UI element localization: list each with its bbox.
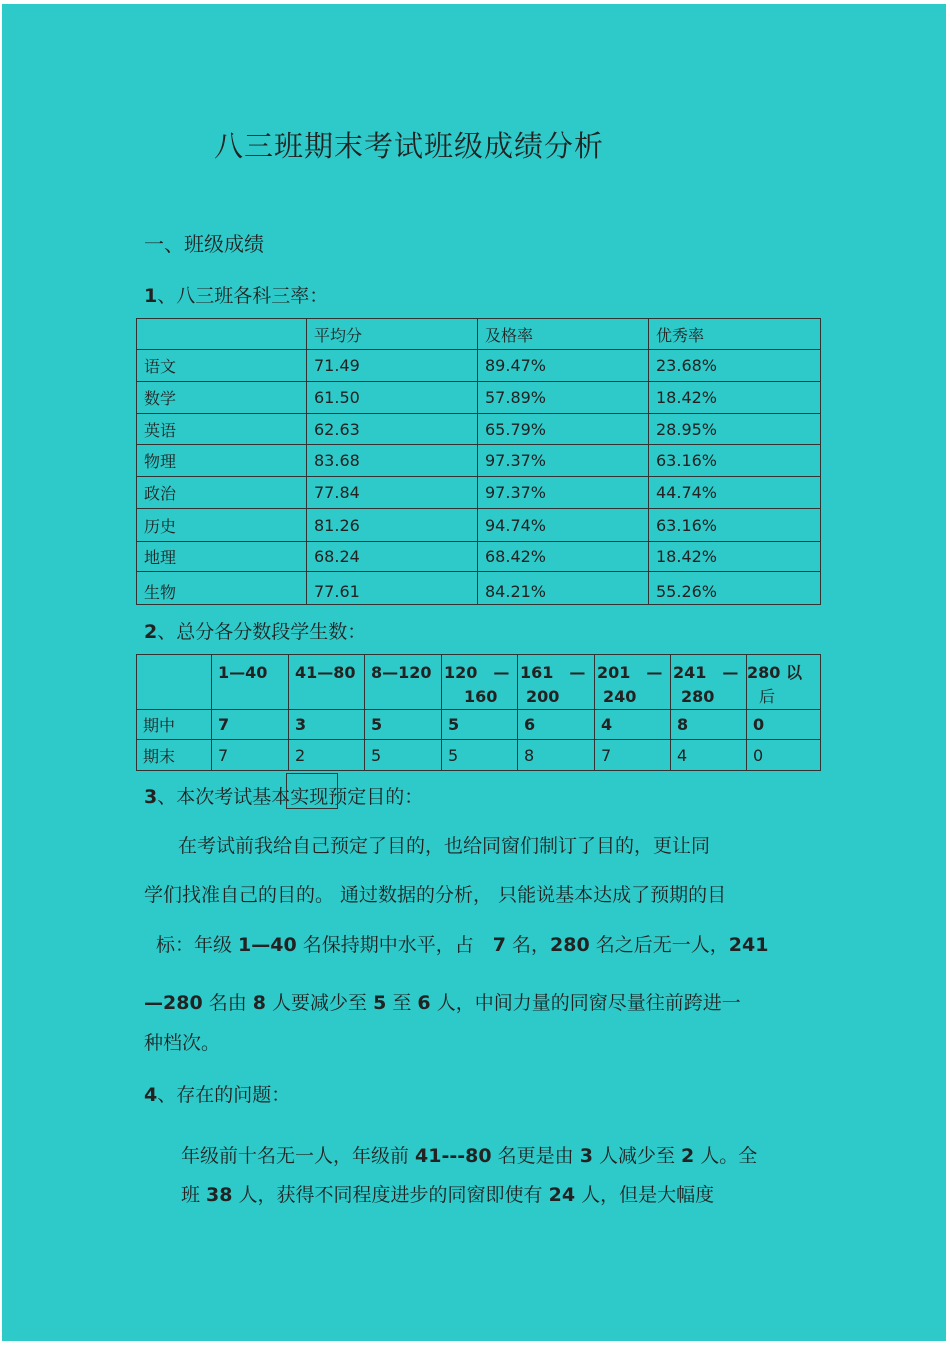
table-cell: 18.42%	[649, 382, 821, 414]
table-row	[137, 477, 821, 509]
table-cell: 89.47%	[478, 350, 649, 382]
table-cell: 4	[595, 710, 671, 740]
table-row	[137, 542, 821, 572]
table-header-cell: 161 — 200	[518, 655, 595, 710]
table-cell: 4	[671, 740, 747, 771]
table-cell: 8	[518, 740, 595, 771]
table-cell: 97.37%	[478, 445, 649, 477]
table-cell: 62.63	[307, 414, 478, 445]
table-cell: 97.37%	[478, 477, 649, 509]
table-row	[137, 509, 821, 542]
table-cell: 77.84	[307, 477, 478, 509]
table-header-cell: 8—120	[365, 655, 442, 710]
subject-rates-table	[136, 318, 821, 605]
table-cell: 23.68%	[649, 350, 821, 382]
table-header-cell	[137, 655, 212, 710]
table-cell: 44.74%	[649, 477, 821, 509]
table-cell: 0	[747, 740, 821, 771]
table-cell: 55.26%	[649, 572, 821, 605]
table-cell: 历史	[137, 509, 307, 542]
table-header-cell: 201 — 240	[595, 655, 671, 710]
table-cell: 61.50	[307, 382, 478, 414]
score-band-table	[136, 654, 821, 771]
table-cell: 7	[212, 740, 289, 771]
table-cell: 英语	[137, 414, 307, 445]
table-cell: 83.68	[307, 445, 478, 477]
table-cell: 18.42%	[649, 542, 821, 572]
table-cell: 语文	[137, 350, 307, 382]
table-row	[137, 445, 821, 477]
table-cell: 68.24	[307, 542, 478, 572]
table-cell: 28.95%	[649, 414, 821, 445]
table-cell: 期中	[137, 710, 212, 740]
table-cell: 3	[289, 710, 365, 740]
table-cell: 政治	[137, 477, 307, 509]
table-row	[137, 710, 821, 740]
table-cell: 数学	[137, 382, 307, 414]
table-header-cell: 优秀率	[649, 319, 821, 350]
table-header-cell: 平均分	[307, 319, 478, 350]
table-row	[137, 740, 821, 771]
table-cell: 地理	[137, 542, 307, 572]
table-cell: 5	[442, 710, 518, 740]
table-cell: 71.49	[307, 350, 478, 382]
table-header-cell	[137, 319, 307, 350]
paragraph-line: 年级前十名无一人，年级前 41---80 名更是由 3 人减少至 2 人。全	[181, 1145, 758, 1167]
table-header-row	[137, 319, 821, 350]
table-row	[137, 414, 821, 445]
table-cell: 65.79%	[478, 414, 649, 445]
subheading-problems: 4、存在的问题：	[144, 1084, 291, 1106]
table-cell: 7	[595, 740, 671, 771]
paragraph-line: —280 名由 8 人要减少至 5 至 6 人，中间力量的同窗尽量往前跨进一	[144, 992, 741, 1014]
table-row	[137, 350, 821, 382]
subheading-three-rates: 1、八三班各科三率：	[144, 285, 329, 307]
table-cell: 0	[747, 710, 821, 740]
subheading-goal-achieved: 3、本次考试基本实现预定目的：	[144, 786, 424, 808]
table-cell: 2	[289, 740, 365, 771]
table-row	[137, 382, 821, 414]
highlight-box	[286, 773, 338, 809]
table-cell: 57.89%	[478, 382, 649, 414]
table-header-cell: 120 — 160	[442, 655, 518, 710]
paragraph-line: 种档次。	[144, 1032, 221, 1054]
table-cell: 84.21%	[478, 572, 649, 605]
table-cell: 63.16%	[649, 445, 821, 477]
table-cell: 生物	[137, 572, 307, 605]
table-cell: 6	[518, 710, 595, 740]
table-cell: 5	[365, 710, 442, 740]
document-title: 八三班期末考试班级成绩分析	[214, 129, 605, 163]
table-header-cell: 280 以 后	[747, 655, 821, 710]
paragraph-line: 在考试前我给自己预定了目的，也给同窗们制订了目的，更让同	[178, 835, 711, 857]
table-cell: 77.61	[307, 572, 478, 605]
table-header-cell: 及格率	[478, 319, 649, 350]
table-cell: 期末	[137, 740, 212, 771]
table-cell: 68.42%	[478, 542, 649, 572]
paragraph-line: 学们找准自己的目的。 通过数据的分析， 只能说基本达成了预期的目	[144, 884, 727, 906]
table-cell: 物理	[137, 445, 307, 477]
table-cell: 7	[212, 710, 289, 740]
table-cell: 81.26	[307, 509, 478, 542]
subheading-score-bands: 2、总分各分数段学生数：	[144, 621, 367, 643]
table-cell: 8	[671, 710, 747, 740]
paragraph-line: 班 38 人，获得不同程度进步的同窗即使有 24 人，但是大幅度	[181, 1184, 715, 1206]
table-header-cell: 41—80	[289, 655, 365, 710]
table-header-cell: 1—40	[212, 655, 289, 710]
table-cell: 94.74%	[478, 509, 649, 542]
table-cell: 63.16%	[649, 509, 821, 542]
table-header-row	[137, 655, 821, 710]
table-row	[137, 572, 821, 605]
table-cell: 5	[442, 740, 518, 771]
table-header-cell: 241 — 280	[671, 655, 747, 710]
paragraph-line: 标：年级 1—40 名保持期中水平，占 7 名，280 名之后无一人，241	[156, 934, 769, 956]
section-heading-class-scores: 一、班级成绩	[144, 232, 264, 256]
table-cell: 5	[365, 740, 442, 771]
